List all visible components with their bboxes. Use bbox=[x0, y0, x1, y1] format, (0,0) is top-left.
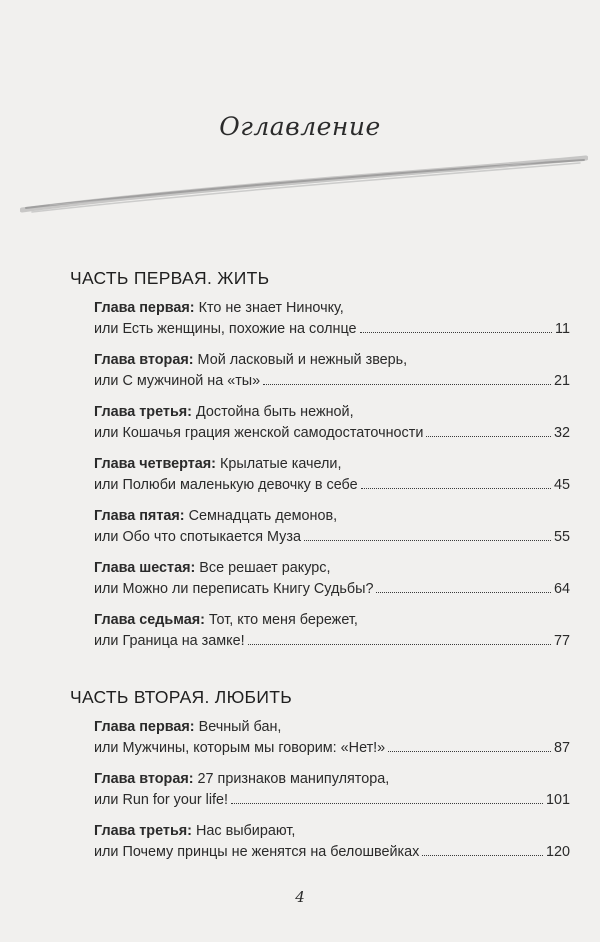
chapter-page-number: 87 bbox=[553, 740, 570, 756]
chapter-subtitle: или Обо что спотыкается Муза bbox=[94, 529, 301, 545]
toc-entry[interactable] bbox=[94, 298, 570, 340]
chapter-subtitle: или Есть женщины, похожие на солнце bbox=[94, 321, 357, 337]
dot-leader bbox=[422, 855, 543, 856]
chapter-subtitle: или Кошачья грация женской самодостаточности bbox=[94, 425, 424, 441]
dot-leader bbox=[361, 488, 551, 489]
chapter-title: Достойна быть нежной, bbox=[195, 404, 354, 420]
toc-title: Оглавление bbox=[219, 112, 381, 141]
toc-entry[interactable] bbox=[94, 558, 570, 600]
chapter-title: Нас выбирают, bbox=[195, 823, 296, 839]
toc-part-2 bbox=[70, 687, 570, 873]
toc-entry[interactable] bbox=[94, 506, 570, 548]
chapter-label: Глава третья: bbox=[94, 404, 192, 420]
chapter-list bbox=[70, 717, 570, 863]
chapter-label: Глава седьмая: bbox=[94, 612, 205, 628]
chapter-label: Глава шестая: bbox=[94, 560, 196, 576]
dot-leader bbox=[231, 803, 543, 804]
chapter-page-number: 32 bbox=[553, 425, 570, 441]
toc-entry[interactable] bbox=[94, 769, 570, 811]
chapter-title: Крылатые качели, bbox=[219, 456, 342, 472]
chapter-label: Глава первая: bbox=[94, 300, 195, 316]
toc-entry[interactable] bbox=[94, 402, 570, 444]
chapter-page-number: 11 bbox=[555, 321, 570, 337]
chapter-list bbox=[70, 298, 570, 652]
chapter-page-number: 45 bbox=[553, 477, 570, 493]
dot-leader bbox=[263, 384, 551, 385]
page-number: 4 bbox=[295, 888, 305, 906]
chapter-label: Глава вторая: bbox=[94, 771, 194, 787]
chapter-page-number: 55 bbox=[553, 529, 570, 545]
chapter-subtitle: или Run for your life! bbox=[94, 792, 229, 808]
dot-leader bbox=[426, 436, 551, 437]
chapter-subtitle: или Полюби маленькую девочку в себе bbox=[94, 477, 358, 493]
chapter-subtitle: или Мужчины, которым мы говорим: «Нет!» bbox=[94, 740, 386, 756]
chapter-title: Семнадцать демонов, bbox=[188, 508, 338, 524]
chapter-title: 27 признаков манипулятора, bbox=[197, 771, 390, 787]
toc-entry[interactable] bbox=[94, 454, 570, 496]
chapter-title: Вечный бан, bbox=[198, 719, 282, 735]
dot-leader bbox=[376, 592, 551, 593]
chapter-subtitle: или Можно ли переписать Книгу Судьбы? bbox=[94, 581, 374, 597]
chapter-title: Тот, кто меня бережет, bbox=[208, 612, 358, 628]
part-heading: ЧАСТЬ ВТОРАЯ. ЛЮБИТЬ bbox=[70, 687, 292, 707]
chapter-page-number: 77 bbox=[553, 633, 570, 649]
chapter-label: Глава первая: bbox=[94, 719, 195, 735]
dot-leader bbox=[248, 644, 551, 645]
toc-entry[interactable] bbox=[94, 350, 570, 392]
part-heading: ЧАСТЬ ПЕРВАЯ. ЖИТЬ bbox=[70, 268, 270, 288]
chapter-page-number: 21 bbox=[553, 373, 570, 389]
brush-stroke-decoration bbox=[20, 150, 588, 222]
chapter-page-number: 120 bbox=[545, 844, 570, 860]
chapter-title: Кто не знает Ниночку, bbox=[198, 300, 344, 316]
chapter-label: Глава вторая: bbox=[94, 352, 194, 368]
toc-entry[interactable] bbox=[94, 610, 570, 652]
toc-entry[interactable] bbox=[94, 821, 570, 863]
chapter-label: Глава третья: bbox=[94, 823, 192, 839]
chapter-label: Глава четвертая: bbox=[94, 456, 216, 472]
chapter-page-number: 101 bbox=[545, 792, 570, 808]
dot-leader bbox=[304, 540, 551, 541]
chapter-subtitle: или Граница на замке! bbox=[94, 633, 245, 649]
dot-leader bbox=[388, 751, 551, 752]
chapter-page-number: 64 bbox=[553, 581, 570, 597]
chapter-title: Все решает ракурс, bbox=[199, 560, 331, 576]
chapter-title: Мой ласковый и нежный зверь, bbox=[197, 352, 408, 368]
chapter-subtitle: или Почему принцы не женятся на белошвейках bbox=[94, 844, 420, 860]
toc-entry[interactable] bbox=[94, 717, 570, 759]
chapter-subtitle: или С мужчиной на «ты» bbox=[94, 373, 261, 389]
dot-leader bbox=[360, 332, 553, 333]
chapter-label: Глава пятая: bbox=[94, 508, 185, 524]
toc-part-1 bbox=[70, 268, 570, 662]
